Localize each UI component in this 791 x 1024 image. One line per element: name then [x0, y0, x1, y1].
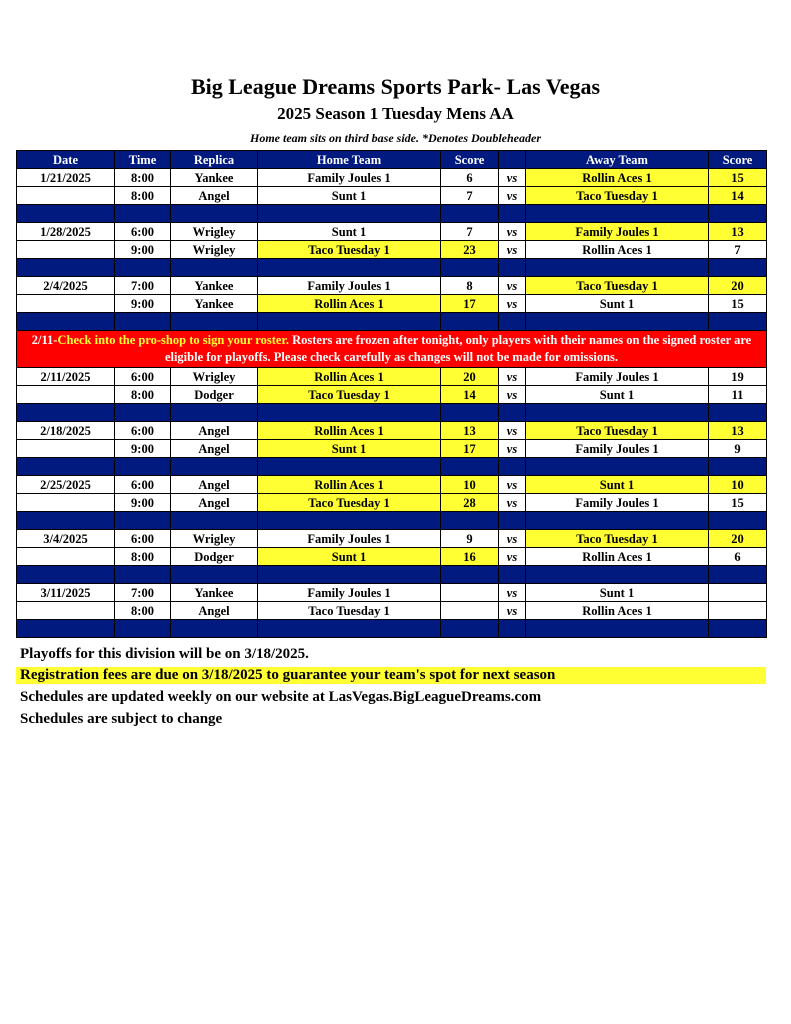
away-score: 15 [709, 494, 767, 512]
page-title: Big League Dreams Sports Park- Las Vegas [190, 74, 601, 99]
table-row [17, 386, 767, 404]
vs-label: vs [499, 277, 526, 295]
home-score: 20 [441, 368, 499, 386]
home-team: Taco Tuesday 1 [258, 386, 441, 404]
game-date: 3/11/2025 [17, 584, 115, 602]
vs-label: vs [499, 548, 526, 566]
col-vs [499, 151, 526, 169]
vs-label: vs [499, 241, 526, 259]
roster-notice-row [17, 331, 767, 368]
table-row [17, 602, 767, 620]
table-row [17, 548, 767, 566]
roster-notice [17, 331, 767, 368]
col-home-team: Home Team [258, 151, 441, 169]
away-score [709, 584, 767, 602]
home-team: Taco Tuesday 1 [258, 602, 441, 620]
home-score: 6 [441, 169, 499, 187]
game-replica: Angel [171, 440, 258, 458]
away-team: Rollin Aces 1 [526, 602, 709, 620]
vs-label: vs [499, 386, 526, 404]
game-time: 6:00 [115, 422, 171, 440]
separator-cell [258, 620, 441, 638]
separator-cell [115, 404, 171, 422]
away-score: 13 [709, 223, 767, 241]
notice-highlight: Check into the pro-shop to sign your roster. [57, 333, 289, 347]
table-row [17, 422, 767, 440]
game-time: 8:00 [115, 169, 171, 187]
col-home-score: Score [441, 151, 499, 169]
separator-cell [526, 205, 709, 223]
away-score: 13 [709, 422, 767, 440]
home-score: 13 [441, 422, 499, 440]
away-team: Taco Tuesday 1 [526, 187, 709, 205]
separator-cell [258, 458, 441, 476]
home-team: Rollin Aces 1 [258, 295, 441, 313]
col-replica: Replica [171, 151, 258, 169]
home-team: Sunt 1 [258, 187, 441, 205]
table-row [17, 476, 767, 494]
away-team: Family Joules 1 [526, 494, 709, 512]
table-row [17, 169, 767, 187]
vs-label: vs [499, 584, 526, 602]
separator-cell [709, 313, 767, 331]
table-row [17, 530, 767, 548]
separator-cell [441, 404, 499, 422]
away-team: Taco Tuesday 1 [526, 530, 709, 548]
away-score: 20 [709, 277, 767, 295]
separator-cell [441, 512, 499, 530]
game-date: 2/18/2025 [17, 422, 115, 440]
away-team: Sunt 1 [526, 386, 709, 404]
playoffs-note: Playoffs for this division will be on 3/18/2025. [20, 646, 309, 662]
away-team: Sunt 1 [526, 476, 709, 494]
separator-cell [171, 620, 258, 638]
separator-cell [17, 512, 115, 530]
game-date [17, 602, 115, 620]
home-team: Sunt 1 [258, 440, 441, 458]
away-team: Family Joules 1 [526, 368, 709, 386]
home-team: Sunt 1 [258, 223, 441, 241]
away-score: 6 [709, 548, 767, 566]
home-team: Rollin Aces 1 [258, 422, 441, 440]
home-team: Rollin Aces 1 [258, 476, 441, 494]
game-date: 3/4/2025 [17, 530, 115, 548]
separator-cell [499, 512, 526, 530]
game-date: 2/4/2025 [17, 277, 115, 295]
website-note: Schedules are updated weekly on our website at LasVegas.BigLeagueDreams.com [20, 689, 542, 705]
away-team: Family Joules 1 [526, 223, 709, 241]
home-score: 17 [441, 295, 499, 313]
game-time: 8:00 [115, 386, 171, 404]
game-date: 2/11/2025 [17, 368, 115, 386]
game-date [17, 440, 115, 458]
schedule-body [17, 169, 767, 638]
home-score: 7 [441, 187, 499, 205]
separator-cell [258, 205, 441, 223]
col-time: Time [115, 151, 171, 169]
home-team: Family Joules 1 [258, 584, 441, 602]
separator-cell [441, 259, 499, 277]
home-score: 28 [441, 494, 499, 512]
game-replica: Yankee [171, 169, 258, 187]
week-separator [17, 512, 767, 530]
separator-cell [115, 620, 171, 638]
away-score [709, 602, 767, 620]
vs-label: vs [499, 530, 526, 548]
away-score: 7 [709, 241, 767, 259]
game-replica: Angel [171, 422, 258, 440]
home-team: Sunt 1 [258, 548, 441, 566]
separator-cell [17, 404, 115, 422]
separator-cell [171, 512, 258, 530]
game-time: 7:00 [115, 277, 171, 295]
separator-cell [258, 259, 441, 277]
table-row [17, 187, 767, 205]
separator-cell [171, 313, 258, 331]
home-score: 14 [441, 386, 499, 404]
table-row [17, 223, 767, 241]
away-team: Sunt 1 [526, 295, 709, 313]
game-replica: Dodger [171, 386, 258, 404]
home-score: 17 [441, 440, 499, 458]
separator-cell [17, 620, 115, 638]
separator-cell [499, 458, 526, 476]
game-date [17, 548, 115, 566]
game-replica: Angel [171, 602, 258, 620]
home-team: Family Joules 1 [258, 169, 441, 187]
game-replica: Wrigley [171, 241, 258, 259]
week-separator [17, 404, 767, 422]
away-score: 9 [709, 440, 767, 458]
away-score: 15 [709, 169, 767, 187]
away-team: Taco Tuesday 1 [526, 422, 709, 440]
game-replica: Wrigley [171, 368, 258, 386]
home-score: 8 [441, 277, 499, 295]
separator-cell [499, 259, 526, 277]
game-replica: Yankee [171, 584, 258, 602]
col-date: Date [17, 151, 115, 169]
home-score: 23 [441, 241, 499, 259]
notice-date: 2/11- [31, 333, 58, 347]
vs-label: vs [499, 440, 526, 458]
away-score: 10 [709, 476, 767, 494]
game-time: 6:00 [115, 223, 171, 241]
game-replica: Angel [171, 187, 258, 205]
week-separator [17, 620, 767, 638]
change-note: Schedules are subject to change [20, 711, 223, 727]
game-date: 1/28/2025 [17, 223, 115, 241]
separator-cell [499, 404, 526, 422]
week-separator [17, 458, 767, 476]
vs-label: vs [499, 602, 526, 620]
game-replica: Wrigley [171, 530, 258, 548]
home-team: Family Joules 1 [258, 530, 441, 548]
separator-cell [709, 259, 767, 277]
separator-cell [709, 404, 767, 422]
home-score: 16 [441, 548, 499, 566]
game-date [17, 295, 115, 313]
game-time: 9:00 [115, 494, 171, 512]
home-score: 9 [441, 530, 499, 548]
separator-cell [441, 313, 499, 331]
separator-cell [17, 566, 115, 584]
game-date: 2/25/2025 [17, 476, 115, 494]
home-score [441, 584, 499, 602]
game-date [17, 386, 115, 404]
separator-cell [171, 259, 258, 277]
page-note: Home team sits on third base side. *Denotes Doubleheader [250, 131, 541, 145]
separator-cell [115, 458, 171, 476]
separator-cell [526, 566, 709, 584]
home-score: 10 [441, 476, 499, 494]
home-team: Taco Tuesday 1 [258, 494, 441, 512]
away-score: 20 [709, 530, 767, 548]
table-row [17, 295, 767, 313]
table-row [17, 584, 767, 602]
game-replica: Angel [171, 476, 258, 494]
game-replica: Yankee [171, 295, 258, 313]
separator-cell [258, 313, 441, 331]
separator-cell [526, 404, 709, 422]
separator-cell [499, 205, 526, 223]
separator-cell [17, 458, 115, 476]
separator-cell [171, 458, 258, 476]
game-replica: Yankee [171, 277, 258, 295]
game-time: 9:00 [115, 440, 171, 458]
col-away-team: Away Team [526, 151, 709, 169]
away-score: 14 [709, 187, 767, 205]
away-team: Rollin Aces 1 [526, 241, 709, 259]
game-time: 6:00 [115, 368, 171, 386]
away-score: 19 [709, 368, 767, 386]
vs-label: vs [499, 368, 526, 386]
game-time: 6:00 [115, 476, 171, 494]
separator-cell [709, 566, 767, 584]
game-time: 6:00 [115, 530, 171, 548]
separator-cell [526, 259, 709, 277]
separator-cell [499, 313, 526, 331]
home-team: Taco Tuesday 1 [258, 241, 441, 259]
table-row [17, 368, 767, 386]
table-row [17, 494, 767, 512]
game-date: 1/21/2025 [17, 169, 115, 187]
separator-cell [171, 566, 258, 584]
separator-cell [115, 205, 171, 223]
game-time: 8:00 [115, 602, 171, 620]
separator-cell [526, 313, 709, 331]
away-score: 15 [709, 295, 767, 313]
game-time: 8:00 [115, 187, 171, 205]
schedule-table [16, 150, 767, 638]
week-separator [17, 313, 767, 331]
vs-label: vs [499, 476, 526, 494]
table-header-row [17, 151, 767, 169]
game-date [17, 241, 115, 259]
separator-cell [115, 313, 171, 331]
page-subtitle: 2025 Season 1 Tuesday Mens AA [277, 104, 514, 123]
vs-label: vs [499, 422, 526, 440]
away-score: 11 [709, 386, 767, 404]
game-replica: Dodger [171, 548, 258, 566]
home-team: Family Joules 1 [258, 277, 441, 295]
game-replica: Angel [171, 494, 258, 512]
away-team: Rollin Aces 1 [526, 548, 709, 566]
separator-cell [441, 620, 499, 638]
separator-cell [526, 512, 709, 530]
home-score: 7 [441, 223, 499, 241]
separator-cell [258, 404, 441, 422]
game-date [17, 187, 115, 205]
separator-cell [171, 404, 258, 422]
col-away-score: Score [709, 151, 767, 169]
home-team: Rollin Aces 1 [258, 368, 441, 386]
away-team: Family Joules 1 [526, 440, 709, 458]
separator-cell [526, 620, 709, 638]
separator-cell [171, 205, 258, 223]
away-team: Taco Tuesday 1 [526, 277, 709, 295]
game-time: 7:00 [115, 584, 171, 602]
separator-cell [17, 259, 115, 277]
separator-cell [115, 566, 171, 584]
separator-cell [709, 458, 767, 476]
notice-text: Rosters are frozen after tonight, only players with their names on the signed roster are eligible for playoffs. Please check carefully as changes will not be made for omissions. [164, 333, 752, 364]
separator-cell [441, 205, 499, 223]
away-team: Rollin Aces 1 [526, 169, 709, 187]
week-separator [17, 259, 767, 277]
vs-label: vs [499, 169, 526, 187]
separator-cell [709, 512, 767, 530]
game-time: 9:00 [115, 241, 171, 259]
separator-cell [709, 620, 767, 638]
game-date [17, 494, 115, 512]
table-row [17, 440, 767, 458]
vs-label: vs [499, 494, 526, 512]
game-replica: Wrigley [171, 223, 258, 241]
week-separator [17, 205, 767, 223]
game-time: 9:00 [115, 295, 171, 313]
separator-cell [526, 458, 709, 476]
separator-cell [115, 259, 171, 277]
separator-cell [499, 620, 526, 638]
week-separator [17, 566, 767, 584]
separator-cell [441, 566, 499, 584]
home-score [441, 602, 499, 620]
vs-label: vs [499, 187, 526, 205]
vs-label: vs [499, 223, 526, 241]
separator-cell [17, 205, 115, 223]
table-row [17, 241, 767, 259]
table-row [17, 277, 767, 295]
registration-note: Registration fees are due on 3/18/2025 to guarantee your team's spot for next season [16, 667, 766, 684]
separator-cell [499, 566, 526, 584]
vs-label: vs [499, 295, 526, 313]
separator-cell [258, 512, 441, 530]
game-time: 8:00 [115, 548, 171, 566]
separator-cell [17, 313, 115, 331]
separator-cell [441, 458, 499, 476]
separator-cell [709, 205, 767, 223]
away-team: Sunt 1 [526, 584, 709, 602]
separator-cell [115, 512, 171, 530]
separator-cell [258, 566, 441, 584]
